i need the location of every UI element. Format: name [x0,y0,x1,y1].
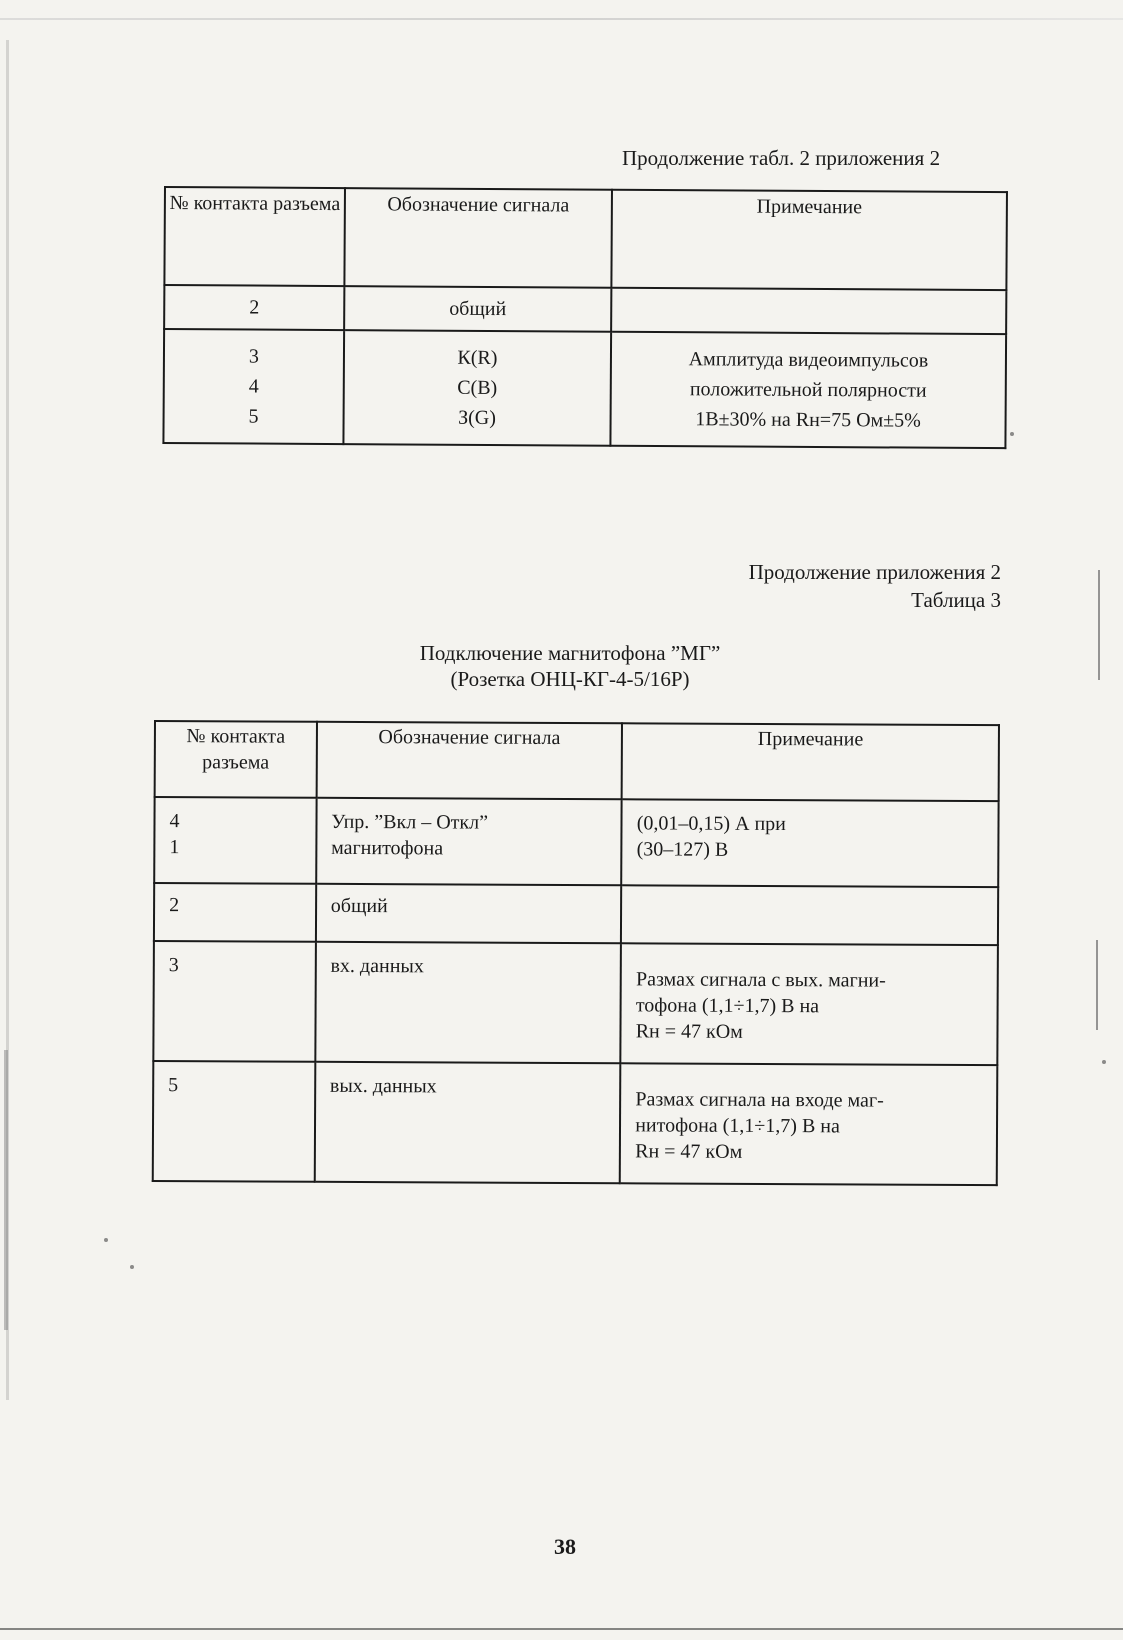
note-cell [621,885,998,945]
contact-value: 5 [248,405,259,428]
note-line: тофона (1,1÷1,7) В на [635,994,820,1018]
table-2-header-note: Примечание [622,723,999,801]
contact-cell: 2 [164,285,344,330]
note-line: (0,01–0,15) А при [636,812,786,836]
table-2-header-signal: Обозначение сигнала [316,722,622,799]
signal-value: С(В) [457,376,498,400]
note-line: Размах сигнала на входе маг- [635,1088,884,1112]
signal-cell: вх. данных [315,942,621,1063]
table-1-header-row [164,187,1007,290]
contact-value: 3 [248,345,260,368]
table-2-header-row [155,721,999,801]
table-row [154,797,998,887]
table-row [163,329,1006,448]
scan-edge-right-lower [1096,940,1098,1030]
contact-value: 4 [248,375,259,398]
note-cell [621,943,998,1065]
table-2 [152,720,1000,1186]
scan-speck [1010,432,1014,436]
scan-edge-left-dark [4,1050,8,1330]
contact-cell: 5 [153,1061,315,1182]
table-row [153,941,998,1065]
contact-value: 1 [169,836,180,859]
contact-cell: 3 [153,941,315,1062]
continuation-caption-2: Продолжение приложения 2 [748,560,1001,584]
scan-edge-bottom [0,1628,1123,1630]
signal-cell: общий [344,286,611,332]
signal-line: магнитофона [331,836,444,860]
table-row [164,285,1006,334]
signal-value: З(G) [458,406,497,430]
continuation-caption-1: Продолжение табл. 2 приложения 2 [622,146,941,170]
note-line: Размах сигнала с вых. магни- [635,968,886,992]
contact-cell [154,797,316,884]
table-2-header-contact: № контакта разъема [155,721,317,798]
scan-edge-top [0,18,1123,20]
scan-speck [130,1265,134,1269]
table-row [154,883,998,945]
table-1-header-note: Примечание [611,190,1007,290]
signal-cell [316,798,622,885]
table-2-title: Подключение магнитофона ”МГ” [419,641,721,665]
note-cell [611,288,1006,334]
signal-line: Упр. ”Вкл – Откл” [331,810,489,834]
note-cell [610,332,1006,448]
scan-speck [1102,1060,1106,1064]
signal-cell [343,330,611,446]
note-line: Rн = 47 кОм [635,1020,743,1043]
signal-cell: общий [316,884,622,943]
table-row [153,1061,998,1185]
note-line: Амплитуда видеоимпульсов [688,348,929,372]
table-1-header-contact: № контакта разъема [164,187,345,286]
note-line: (30–127) В [636,838,729,861]
table-2-subtitle: (Розетка ОНЦ-КГ-4-5/16Р) [450,667,690,691]
note-line: положительной полярности [689,378,927,402]
signal-cell: вых. данных [314,1062,620,1183]
note-line: Rн = 47 кОм [635,1140,743,1163]
note-line: 1В±30% на Rн=75 Ом±5% [695,408,921,432]
table-label: Таблица 3 [911,588,1001,612]
table-1 [162,186,1008,449]
note-cell [621,799,998,887]
contact-cell: 2 [154,883,316,942]
note-line: нитофона (1,1÷1,7) В на [635,1114,840,1138]
note-cell [620,1063,997,1185]
contact-cell [163,329,344,444]
signal-value: К(R) [457,346,498,370]
scan-edge-right [1098,570,1100,680]
page-number: 38 [554,1534,576,1559]
table-1-header-signal: Обозначение сигнала [344,188,612,288]
contact-value: 4 [169,810,180,833]
scan-speck [104,1238,108,1242]
